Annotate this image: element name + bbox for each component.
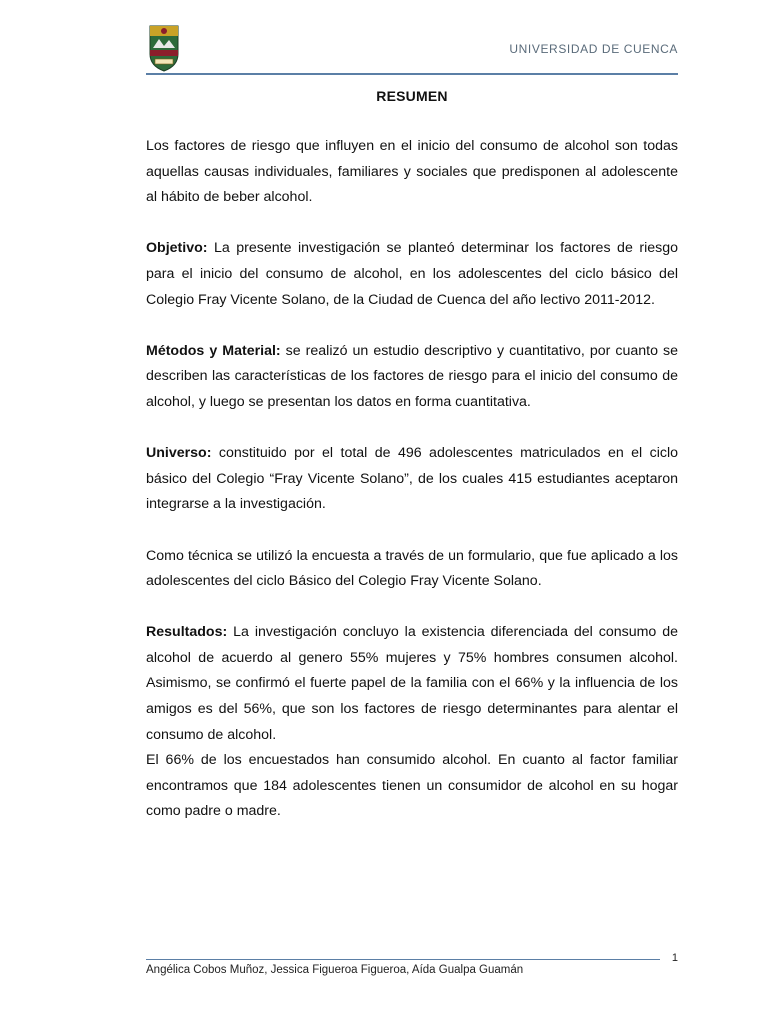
paragraph-metodos [146,339,678,416]
paragraph-consumo: El 66% de los encuestados han consumido alcohol. En cuanto al factor familiar encontramos que 184 adolescentes tienen un consumidor de alcohol en su hogar como padre o madre. [146,752,678,820]
footer-divider [146,959,660,960]
paragraph-tecnica: Como técnica se utilizó la encuesta a través de un formulario, que fue aplicado a los adolescentes del ciclo Básico del Colegio Fray Vicente Solano. [146,547,678,590]
paragraph-universo-text: constituido por el total de 496 adolescentes matriculados en el ciclo básico del Colegio “Fray Vicente Solano”, de los cuales 415 estudiantes aceptaron integrarse a la investigación. [146,445,678,513]
paragraph-resultados-label: Resultados: [146,624,228,641]
page-header [146,20,678,74]
university-crest-icon [146,24,182,72]
paragraph-metodos-label: Métodos y Material: [146,342,281,359]
paragraph-intro: Los factores de riesgo que influyen en el inicio del consumo de alcohol son todas aquellas causas individuales, familiares y sociales que predisponen al adolescente al hábito de beber alcohol. [146,138,678,206]
paragraph-resultados-text: La investigación concluyo la existencia diferenciada del consumo de alcohol de acuerdo al genero 55% mujeres y 75% hombres consumen alcohol. Asimismo, se confirmó el fuerte papel de la familia con el 66% y la influencia de los amigos es del 56%, que son los factores de riesgo determinantes para alentar el consumo de alcohol. [146,624,678,743]
paragraph-objetivo-label: Objetivo: [146,240,208,257]
paragraph-objetivo [146,236,678,313]
paragraph-universo-label: Universo: [146,445,212,462]
university-name: UNIVERSIDAD DE CUENCA [509,42,678,56]
paragraph-metodos-text: se realizó un estudio descriptivo y cuantitativo, por cuanto se describen las características de los factores de riesgo para el inicio del consumo de alcohol, y luego se presentan los datos en forma cuantitativa. [146,342,678,410]
page-title: RESUMEN [376,88,448,104]
page-number: 1 [671,952,678,964]
abstract-body [146,134,678,825]
paragraph-resultados [146,620,678,748]
paragraph-universo [146,441,678,518]
paragraph-objetivo-text: La presente investigación se planteó determinar los factores de riesgo para el inicio del consumo de alcohol, en los adolescentes del ciclo básico del Colegio Fray Vicente Solano, de la Ciudad de Cuenca del año lectivo 2011-2012. [146,240,678,308]
header-divider [146,73,678,75]
footer-authors: Angélica Cobos Muñoz, Jessica Figueroa Figueroa, Aída Gualpa Guamán [146,964,524,976]
